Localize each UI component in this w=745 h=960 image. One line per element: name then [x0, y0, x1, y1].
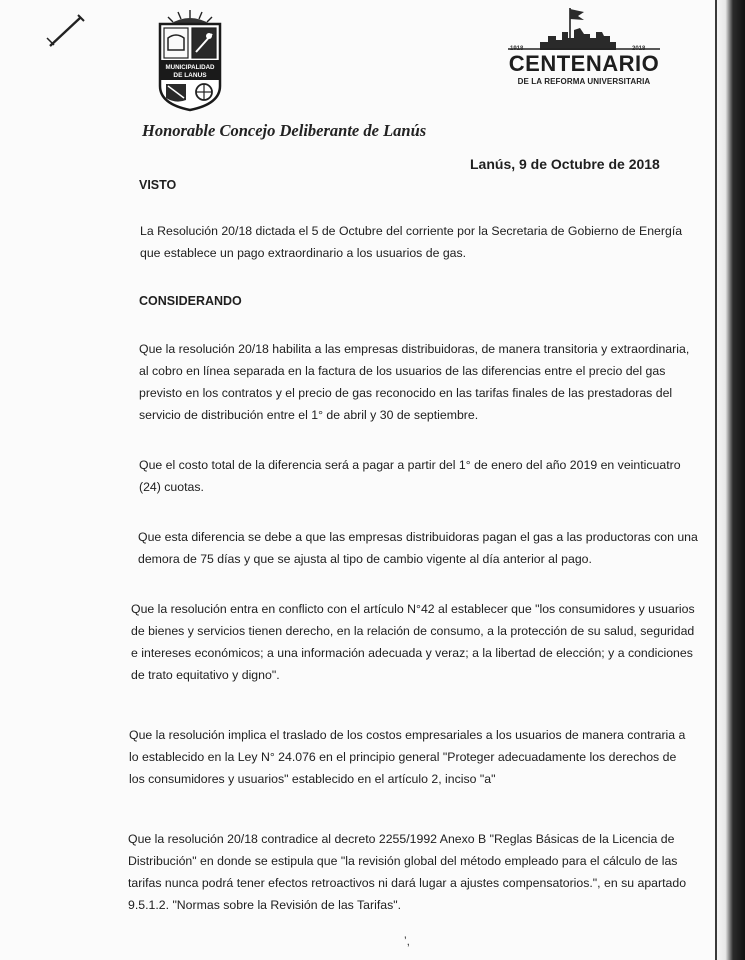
text-line: demora de 75 días y que se ajusta al tipo de cambio vigente al día anterior al pago.	[138, 552, 592, 566]
considerando-paragraph-3	[138, 526, 698, 570]
page-fold-line	[715, 0, 717, 960]
pen-mark-icon	[44, 12, 92, 50]
text-line: tarifas nunca podrá tener efectos retroactivos ni dará lugar a ajustes compensatorios.", en su apartado	[128, 876, 687, 890]
considerando-paragraph-1	[139, 338, 689, 426]
text-line: La Resolución 20/18 dictada el 5 de Octubre del corriente por la Secretaria de Gobierno de Energía	[140, 224, 683, 238]
footer-mark: ’,	[404, 934, 410, 948]
text-line: servicio de distribución entre el 1° de abril y 30 de septiembre.	[139, 408, 479, 422]
visto-heading: VISTO	[139, 178, 177, 192]
centenario-subtitle: DE LA REFORMA UNIVERSITARIA	[517, 77, 651, 86]
centenario-title: CENTENARIO	[508, 51, 660, 76]
text-line: de bienes y servicios tienen derecho, en la relación de consumo, a la protección de su salud, seguridad	[131, 624, 695, 638]
visto-paragraph	[140, 220, 682, 264]
text-line: Que la resolución entra en conflicto con el artículo N°42 al establecer que "los consumidores y usuarios	[131, 602, 695, 616]
municipal-crest-icon	[152, 8, 228, 112]
text-line: e intereses económicos; a una información adecuada y veraz; a la libertad de elección; y a condiciones	[131, 646, 693, 660]
text-line: Que la resolución 20/18 contradice al decreto 2255/1992 Anexo B "Reglas Básicas de la Licencia de	[128, 832, 675, 846]
considerando-paragraph-5	[129, 724, 685, 790]
text-line: previsto en los contratos y el precio de gas reconocido en las tarifas finales de las prestadoras del	[139, 386, 673, 400]
text-line: Que la resolución 20/18 habilita a las empresas distribuidoras, de manera transitoria y extraordinaria,	[139, 342, 690, 356]
text-line: Que esta diferencia se debe a que las empresas distribuidoras pagan el gas a las productoras con una	[138, 530, 698, 544]
text-line: (24) cuotas.	[139, 480, 204, 494]
considerando-paragraph-6	[128, 828, 686, 916]
text-line: Que la resolución implica el traslado de los costos empresariales a los usuarios de manera contraria a	[129, 728, 686, 742]
considerando-heading: CONSIDERANDO	[139, 294, 242, 308]
text-line: lo establecido en la Ley N° 24.076 en el principio general "Proteger adecuadamente los derechos de	[129, 750, 677, 764]
text-line: Que el costo total de la diferencia será a pagar a partir del 1° de enero del año 2019 en veinticuatro	[139, 458, 681, 472]
svg-text:MUNICIPALIDAD: MUNICIPALIDAD	[165, 64, 215, 71]
text-line: 9.5.1.2. "Normas sobre la Revisión de las Tarifas".	[128, 898, 402, 912]
text-line: al cobro en línea separada en la factura de los usuarios de las diferencias entre el precio del gas	[139, 364, 666, 378]
centenario-year-left: 1918	[510, 46, 524, 52]
centenario-logo	[504, 6, 664, 90]
text-line: Distribución" en donde se estipula que "la revisión global del método empleado para el cálculo de las	[128, 854, 678, 868]
text-line: de trato equitativo y digno".	[131, 668, 280, 682]
considerando-paragraph-4	[131, 598, 695, 686]
page-edge-shadow	[715, 0, 745, 960]
text-line: que establece un pago extraordinario a los usuarios de gas.	[140, 246, 467, 260]
svg-text:DE LANUS: DE LANUS	[173, 72, 207, 79]
council-name: Honorable Concejo Deliberante de Lanús	[142, 121, 427, 140]
centenario-year-right: 2018	[632, 46, 646, 52]
document-date: Lanús, 9 de Octubre de 2018	[470, 156, 660, 172]
text-line: los consumidores y usuarios" establecido en el artículo 2, inciso "a"	[129, 772, 496, 786]
considerando-paragraph-2	[139, 454, 681, 498]
